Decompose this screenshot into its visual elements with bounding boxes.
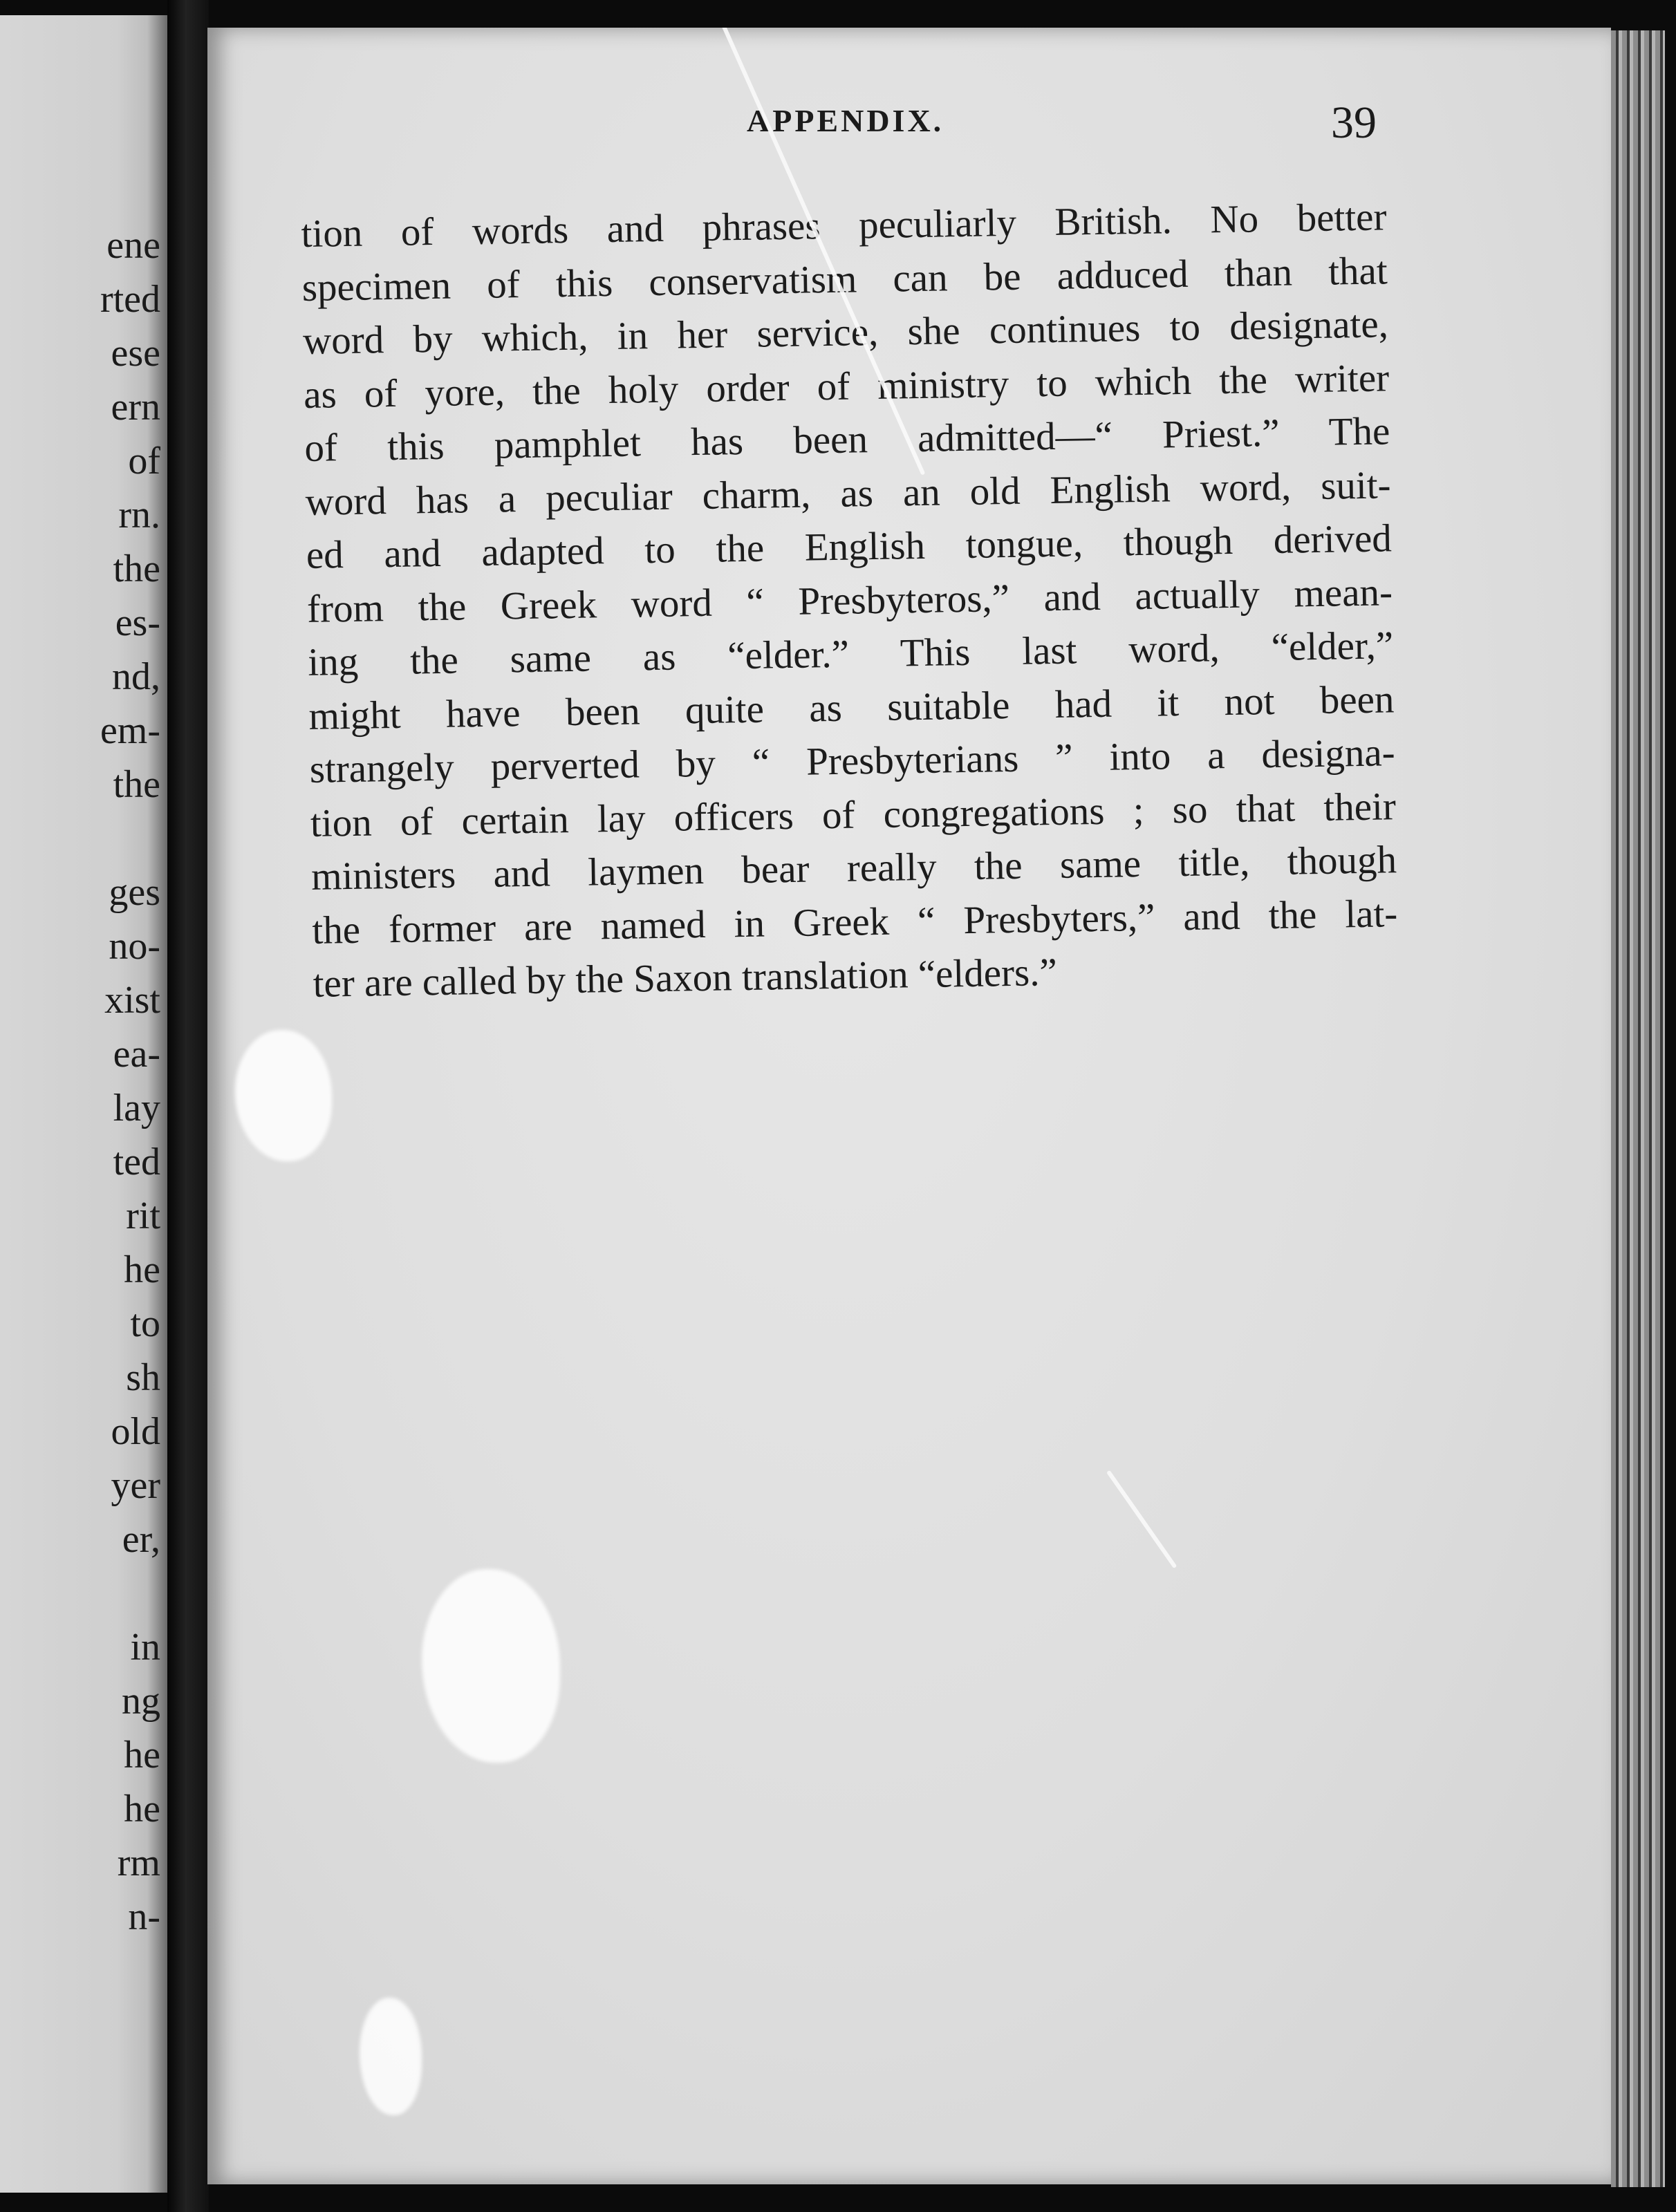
text-line: the former are named in Greek “ Presbyters,” and the lat-: [311, 891, 1398, 953]
page-number: 39: [1331, 97, 1377, 148]
left-page-fragment: ese: [111, 332, 160, 375]
left-page-fragment: ng: [122, 1680, 160, 1723]
left-page-fragment: n-: [128, 1895, 160, 1938]
text-line: word has a peculiar charm, as an old English word, suit-: [305, 462, 1391, 524]
left-page-fragment: to: [130, 1302, 160, 1345]
paper-crack: [1106, 1470, 1177, 1569]
left-page-fragment: er,: [122, 1518, 160, 1561]
left-page-fragment: ted: [113, 1141, 160, 1183]
left-page-fragment: nd,: [112, 655, 160, 698]
text-line: tion of words and phrases peculiarly British. No better: [301, 195, 1387, 256]
text-line: ministers and laymen bear really the same title, though: [310, 838, 1397, 899]
text-line: specimen of this conservatism can be adduced than that: [301, 248, 1388, 310]
paper-blotch: [360, 1998, 422, 2115]
left-page-fragment: of: [128, 440, 160, 482]
text-line: as of yore, the holy order of ministry to which the writer: [303, 355, 1390, 417]
left-page-fragment: rn.: [118, 494, 160, 536]
paper-blotch: [422, 1569, 560, 1763]
text-line: ed and adapted to the English tongue, though derived: [306, 516, 1393, 577]
left-page-fragment: he: [124, 1788, 160, 1830]
left-page-fragment: he: [124, 1248, 160, 1291]
text-line: strangely perverted by “ Presbyterians ” into a designa-: [309, 731, 1396, 791]
header-title: APPENDIX.: [747, 103, 944, 138]
left-page-fragment: yer: [111, 1464, 160, 1507]
text-line: tion of certain lay officers of congregations ; so that their: [310, 784, 1397, 845]
left-page-fragment: old: [111, 1410, 160, 1453]
text-line: from the Greek word “ Presbyteros,” and actually mean-: [306, 570, 1393, 631]
left-page-fragment: xist: [104, 979, 160, 1022]
left-page-fragment: the: [113, 547, 160, 590]
page-edges: [1611, 30, 1665, 2187]
main-page: [207, 28, 1611, 2184]
left-page-fragment: ern: [111, 386, 160, 429]
running-head: [207, 97, 1611, 165]
left-page-fragment: rted: [100, 278, 160, 321]
left-page-fragment: sh: [126, 1356, 160, 1399]
text-line: word by which, in her service, she continues to designate,: [302, 302, 1389, 363]
left-page-fragment: em-: [100, 709, 160, 752]
text-line: ing the same as “elder.” This last word, “elder,”: [307, 624, 1394, 684]
left-page-fragment: rit: [126, 1194, 160, 1237]
left-facing-page: [0, 15, 167, 2193]
left-page-fragment: lay: [113, 1087, 160, 1130]
left-page-fragment: es-: [115, 601, 160, 644]
text-line: might have been quite as suitable had it not been: [308, 677, 1395, 738]
paper-blotch: [235, 1030, 332, 1161]
left-page-fragment: ea-: [113, 1033, 160, 1076]
left-page-fragment: ene: [106, 224, 160, 267]
text-line: ter are called by the Saxon translation “elders.”: [313, 950, 1058, 1006]
left-page-fragment: in: [130, 1626, 160, 1669]
left-page-fragment: the: [113, 763, 160, 806]
left-page-fragment: ges: [109, 871, 160, 914]
book-gutter: [167, 0, 209, 2212]
left-page-fragment: no-: [109, 925, 160, 968]
text-line: of this pamphlet has been admitted—“ Priest.” The: [304, 409, 1390, 470]
left-page-fragment: rm: [117, 1841, 160, 1884]
left-page-fragment: he: [124, 1734, 160, 1777]
